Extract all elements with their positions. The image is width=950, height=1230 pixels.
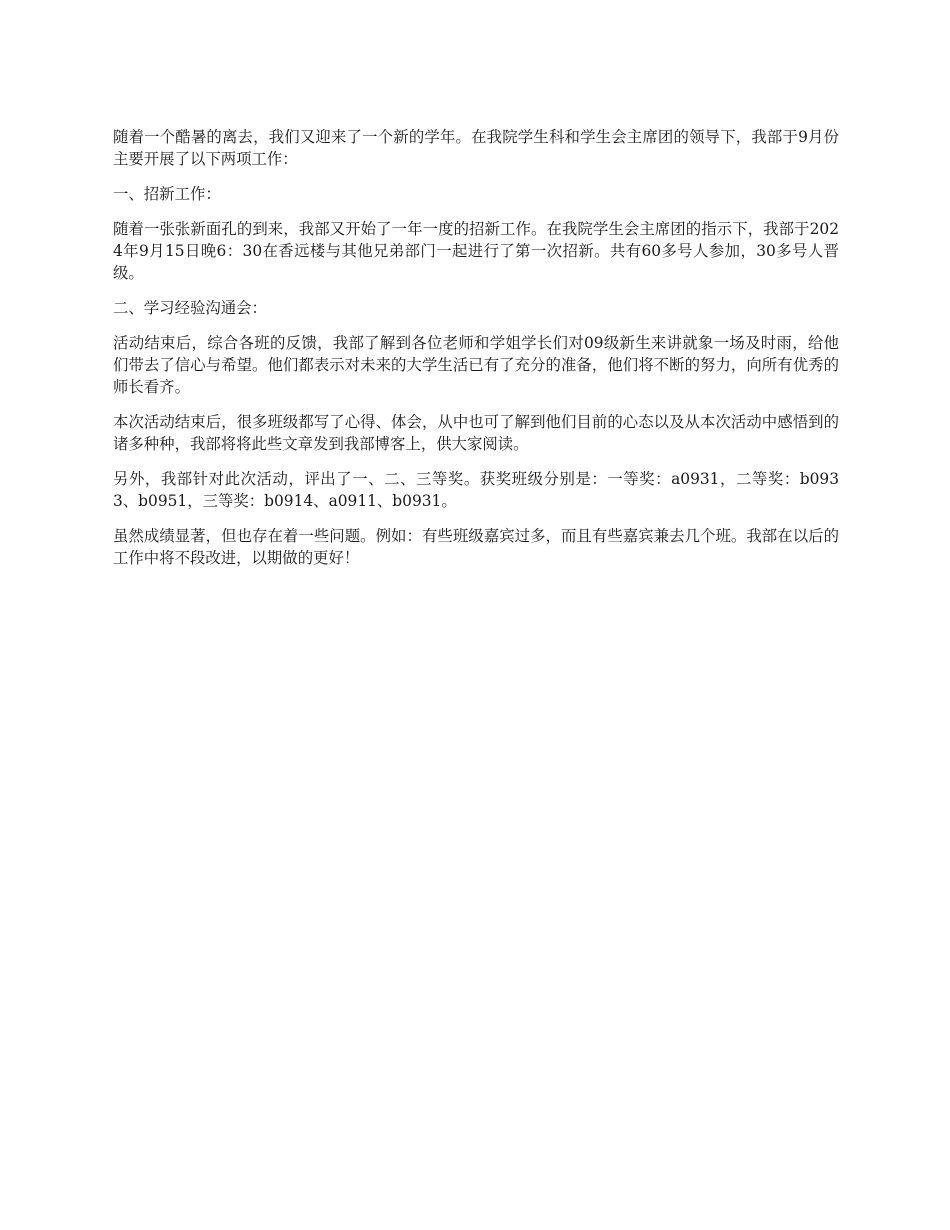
- reflection-paragraph: 本次活动结束后，很多班级都写了心得、体会，从中也可了解到他们目前的心态以及从本次活动中感悟到的诸多种种，我部将将此些文章发到我部博客上，供大家阅读。: [113, 413, 839, 453]
- problems-paragraph: 虽然成绩显著，但也存在着一些问题。例如：有些班级嘉宾过多，而且有些嘉宾兼去几个班。我部在以后的工作中将不段改进，以期做的更好！: [113, 527, 839, 567]
- intro-paragraph: 随着一个酷暑的离去，我们又迎来了一个新的学年。在我院学生科和学生会主席团的领导下，我部于9月份主要开展了以下两项工作：: [113, 128, 839, 168]
- document-body: [113, 126, 839, 582]
- awards-paragraph: 另外，我部针对此次活动，评出了一、二、三等奖。获奖班级分别是：一等奖：a0931，二等奖：b0933、b0951，三等奖：b0914、a0911、b0931。: [113, 470, 839, 510]
- section-heading-recruitment: 一、招新工作：: [113, 185, 221, 203]
- recruitment-paragraph: 随着一张张新面孔的到来，我部又开始了一年一度的招新工作。在我院学生会主席团的指示下，我部于2024年9月15日晚6：30在香远楼与其他兄弟部门一起进行了第一次招新。共有60多号人参加，30多号人晋级。: [113, 220, 839, 282]
- study-meeting-paragraph: 活动结束后，综合各班的反馈，我部了解到各位老师和学姐学长们对09级新生来讲就象一场及时雨，给他们带去了信心与希望。他们都表示对未来的大学生活已有了充分的准备，他们将不断的努力，向所有优秀的师长看齐。: [113, 334, 839, 396]
- section-heading-study-meeting: 二、学习经验沟通会：: [113, 299, 267, 317]
